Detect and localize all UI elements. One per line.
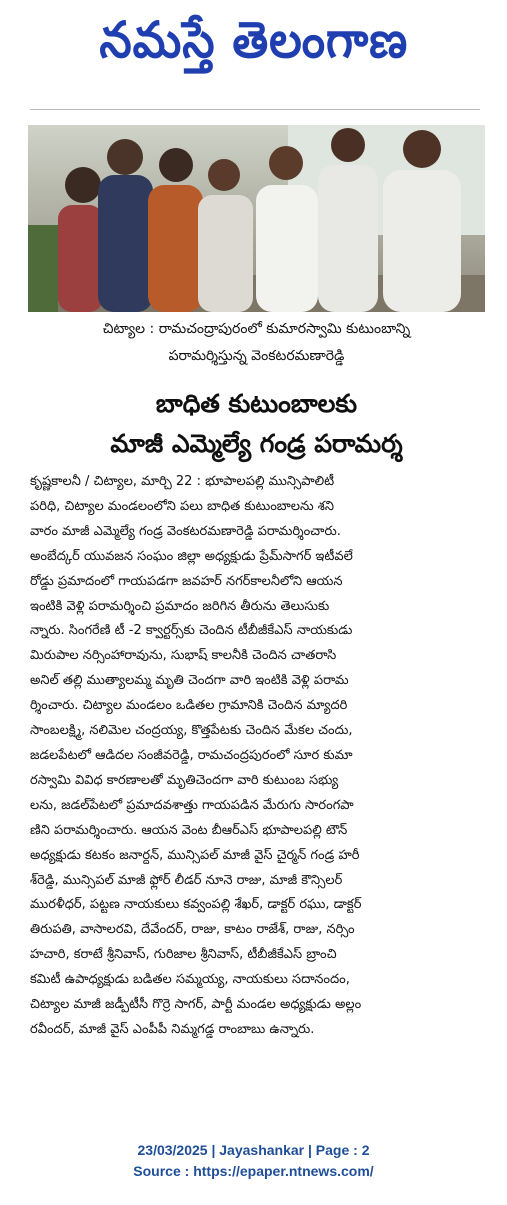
photo-caption: [28, 316, 485, 370]
footer-source: Source : https://epaper.ntnews.com/: [133, 1163, 374, 1179]
page-footer: [0, 1140, 507, 1190]
article-line: అనిల్ తల్లి ముత్యాలమ్మ మృతి చెందగా వారి ఇంటికి వెళ్లి పరామ: [30, 673, 349, 689]
article-line: ర్శించారు. చిట్యాల మండలం ఒడితల గ్రామానికి చెందిన మ్యాదరి: [30, 698, 348, 714]
article-line: జడలపేటలో ఆడిదల సంజీవరెడ్డి, రామచంద్రపురంలో సూర కుమా: [30, 747, 353, 763]
footer-meta: 23/03/2025 | Jayashankar | Page : 2: [137, 1142, 370, 1158]
masthead-title: నమస్తే తెలంగాణ: [99, 10, 408, 69]
article-line: రోడ్డు ప్రమాదంలో గాయపడగా జవహర్ నగర్‌కాలనీలోని ఆయన: [30, 573, 343, 589]
caption-line: చిట్యాల : రామచంద్రాపురంలో కుమారస్వామి కుటుంబాన్ని: [102, 321, 411, 337]
article-line: లను, జడల్‌పేటలో ప్రమాదవశాత్తు గాయపడిన మేరుగు సారంగపా: [30, 797, 354, 813]
masthead-divider: [30, 92, 480, 110]
article-line: అంబేద్కర్ యువజన సంఘం జిల్లా అధ్యక్షుడు ప్రేమ్‌సాగర్ ఇటీవలే: [30, 548, 353, 564]
article-line: హచారి, కరాటే శ్రీనివాస్, గురిజాల శ్రీనివాస్, టీబీజీకేఎస్ బ్రాంచి: [30, 947, 337, 963]
article-line: అధ్యక్షుడు కటకం జనార్దన్, మున్సిపల్ మాజీ వైస్ చైర్మన్ గండ్ర హరీ: [30, 847, 360, 863]
headline-line: మాజీ ఎమ్మెల్యే గండ్ర పరామర్శ: [110, 429, 403, 458]
article-line: రస్వామి వివిధ కారణాలతో మృతిచెందగా వారి కుటుంబ సభ్యు: [30, 772, 339, 788]
article-line: రవీందర్, మాజీ వైస్ ఎంపీపీ నిమ్మగడ్డ రాంబాబు ఉన్నారు.: [30, 1021, 315, 1037]
headline-line: బాధిత కుటుంబాలకు: [155, 389, 358, 418]
photo-illustration: [28, 125, 485, 312]
article-line: శ్‌రెడ్డి, మున్సిపల్ మాజీ ఫ్లోర్ లీడర్ నూనె రాజు, మాజీ కౌన్సిలర్: [30, 872, 343, 888]
newspaper-masthead: [0, 0, 507, 92]
news-photo: [28, 125, 485, 312]
caption-line: పరామర్శిస్తున్న వెంకటరమణారెడ్డి: [168, 348, 345, 364]
article-line: మిరుపాల నర్సింహారావును, సుభాష్ కాలనీకి చెందిన చాతరాసి: [30, 648, 337, 664]
article-line: తిరుపతి, వాసాలరవి, దేవేందర్, రాజు, కాటం రాజేశ్, రాజు, నర్సిం: [30, 922, 355, 938]
article-line: కమిటీ ఉపాధ్యక్షుడు బడితల సమ్మయ్య, నాయకులు సదానందం,: [30, 972, 350, 988]
article-line: న్నారు. సింగరేణి టీ -2 క్వార్టర్స్‌కు చెందిన టీబీజీకేఎస్ నాయకుడు: [30, 623, 353, 639]
article-line: వారం మాజీ ఎమ్మెల్యే గండ్ర వెంకటరమణారెడ్డి పరామర్శించారు.: [30, 523, 341, 539]
article-line: చిట్యాల మాజీ జడ్పీటీసీ గొర్రె సాగర్, పార్టీ మండల అధ్యక్షుడు అల్లం: [30, 997, 362, 1013]
article-line: ణిని పరామర్శించారు. ఆయన వెంట బీఆర్ఎస్ భూపాలపల్లి టౌన్: [30, 822, 348, 838]
article-line: మురళీధర్, పట్టణ నాయకులు కవ్వంపల్లి శేఖర్, డాక్టర్ రఘు, డాక్టర్: [30, 897, 362, 913]
article-line: సాంబలక్ష్మి, నలిమెల చంద్రయ్య, కొత్తపేటకు చెందిన మేకల చందు,: [30, 723, 353, 739]
article-headline: [28, 384, 485, 464]
article-line: కృష్ణకాలనీ / చిట్యాల, మార్చి 22 : భూపాలపల్లి మున్సిపాలిటీ: [30, 474, 335, 489]
article-line: పరిధి, చిట్యాల మండలంలోని పలు బాధిత కుటుంబాలను శని: [30, 498, 334, 514]
article-line: ఇంటికి వెళ్లి పరామర్శించి ప్రమాదం జరిగిన తీరును తెలుసుకు: [30, 598, 330, 614]
article-body: [30, 470, 485, 1115]
